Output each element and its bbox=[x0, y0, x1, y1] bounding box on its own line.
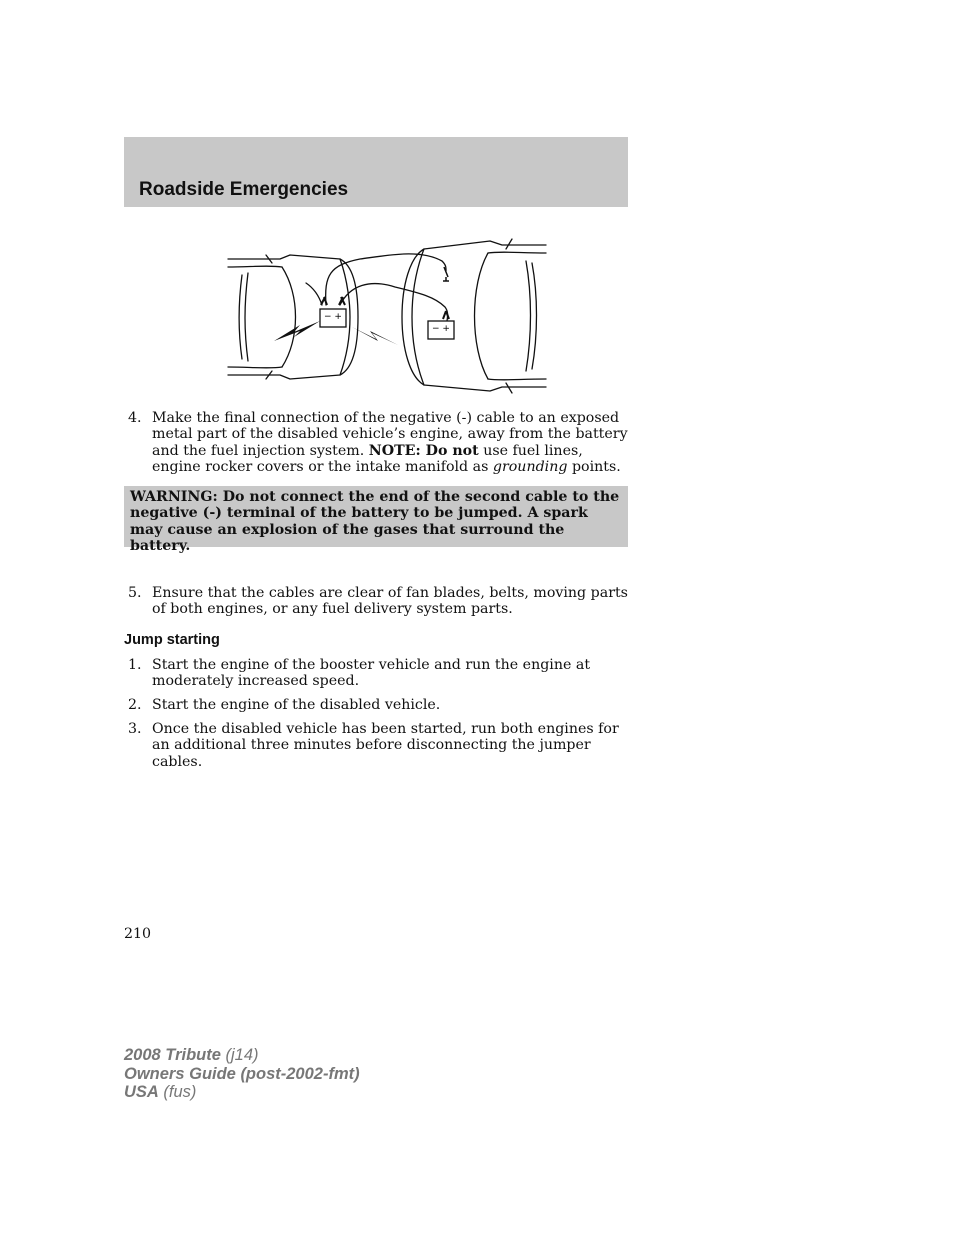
step-text: Start the engine of the disabled vehicle. bbox=[152, 697, 441, 713]
step-number: 1. bbox=[128, 657, 142, 673]
jump-step-2 bbox=[128, 697, 628, 713]
italic-term: grounding bbox=[492, 459, 568, 476]
jump-step-3 bbox=[128, 721, 628, 770]
footer-model-code: (j14) bbox=[220, 1046, 259, 1064]
left-battery-label: − + bbox=[324, 312, 342, 322]
warning-box bbox=[124, 486, 628, 555]
spark-icon bbox=[274, 321, 320, 341]
note-label: NOTE: Do not bbox=[368, 442, 479, 459]
document-footer bbox=[124, 1046, 360, 1102]
step-text: Once the disabled vehicle has been started, run both engines for an additional three minutes before disconnecting the jumper cables. bbox=[152, 721, 619, 770]
page-number: 210 bbox=[124, 926, 152, 942]
step-text: Ensure that the cables are clear of fan blades, belts, moving parts of both engines, or any fuel delivery system parts. bbox=[152, 585, 628, 618]
section-header bbox=[124, 137, 628, 207]
step-number: 3. bbox=[128, 721, 142, 737]
jump-step-1 bbox=[128, 657, 628, 690]
spark-icon-right bbox=[352, 327, 398, 345]
step-number: 2. bbox=[128, 697, 142, 713]
section-title: Roadside Emergencies bbox=[139, 179, 349, 200]
right-battery-label: − + bbox=[432, 324, 450, 334]
step-4 bbox=[128, 410, 628, 476]
warning-text: WARNING: Do not connect the end of the second cable to the negative (-) terminal of the battery to be jumped. A spark may cause an explosion of the gases that surround the battery. bbox=[130, 489, 620, 555]
step-number: 5. bbox=[128, 585, 142, 601]
footer-model: 2008 Tribute bbox=[124, 1046, 221, 1064]
step-text: Make the final connection of the negative (-) cable to an exposed metal part of the disabled vehicle’s engine, away from the battery and the fuel injection system. NOTE: Do not use fuel lines, engine rocker covers or the intake manifold as grounding points. bbox=[152, 410, 628, 476]
footer-market-code: (fus) bbox=[158, 1083, 197, 1101]
footer-market: USA bbox=[124, 1083, 159, 1101]
jump-starting-heading: Jump starting bbox=[124, 632, 220, 648]
footer-guide: Owners Guide (post-2002-fmt) bbox=[124, 1064, 360, 1083]
jump-start-diagram bbox=[220, 235, 550, 397]
step-number: 4. bbox=[128, 410, 142, 426]
step-text: Start the engine of the booster vehicle and run the engine at moderately increased speed. bbox=[152, 657, 591, 690]
step-5 bbox=[128, 585, 628, 618]
